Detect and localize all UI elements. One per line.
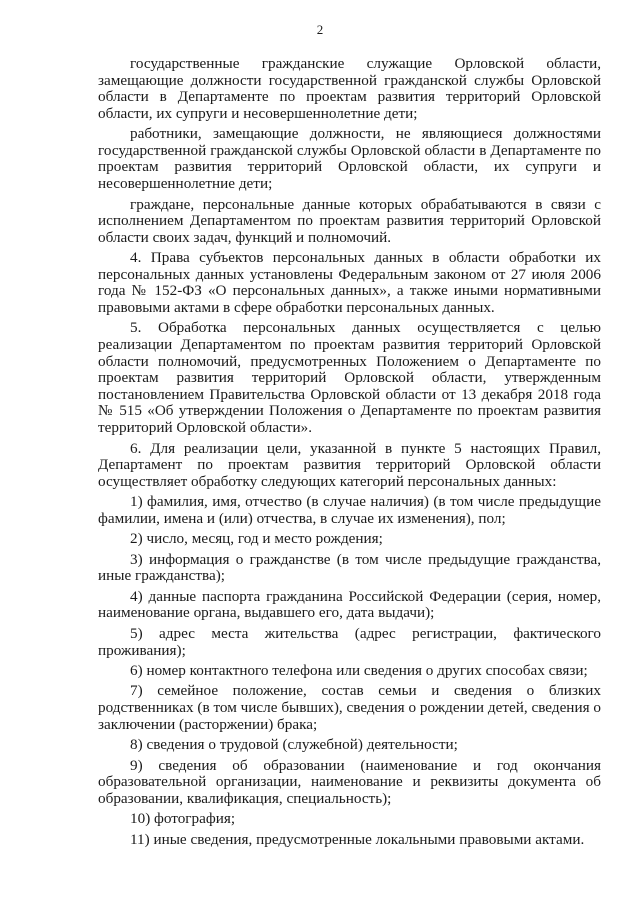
paragraph-employees: работники, замещающие должности, не являющиеся должностями государственной гражданской службы Орловской области в Департаменте по проектам развития территорий Орловской области, их супруги и несовершеннолетние дети;	[98, 125, 601, 193]
paragraph-item-4: 4. Права субъектов персональных данных в области обработки их персональных данных установлены Федеральным законом от 27 июля 2006 года № 152-ФЗ «О персональных данных», а также иными нормативными правовыми актами в сфере обработки персональных данных.	[98, 249, 601, 316]
list-item-7: 7) семейное положение, состав семьи и сведения о близких родственниках (в том числе бывших), сведения о рождении детей, сведения о заключении (расторжении) брака;	[98, 682, 601, 733]
document-body	[98, 56, 601, 852]
list-item-8: 8) сведения о трудовой (служебной) деятельности;	[130, 736, 458, 754]
list-item-2: 2) число, месяц, год и место рождения;	[130, 530, 383, 548]
paragraph-item-5: 5. Обработка персональных данных осуществляется с целью реализации Департаментом по проектам развития территорий Орловской области полномочий, предусмотренных Положением о Департаменте по проектам развития территорий Орловской области, утвержденным постановлением Правительства Орловской области от 13 декабря 2018 года № 515 «Об утверждении Положения о Департаменте по проектам развития территорий Орловской области».	[98, 319, 601, 437]
list-item-3: 3) информация о гражданстве (в том числе предыдущие гражданства, иные гражданства);	[98, 550, 601, 585]
list-item-11: 11) иные сведения, предусмотренные локальными правовыми актами.	[130, 830, 585, 848]
list-item-1: 1) фамилия, имя, отчество (в случае наличия) (в том числе предыдущие фамилии, имена и (или) отчества, в случае их изменения), пол;	[98, 493, 601, 527]
paragraph-item-6: 6. Для реализации цели, указанной в пункте 5 настоящих Правил, Департамент по проектам развития территорий Орловской области осуществляет обработку следующих категорий персональных данных:	[98, 439, 601, 490]
list-item-6: 6) номер контактного телефона или сведения о других способах связи;	[130, 661, 588, 679]
list-item-10: 10) фотография;	[130, 810, 236, 828]
list-item-5: 5) адрес места жительства (адрес регистрации, фактического проживания);	[98, 624, 601, 659]
list-item-4: 4) данные паспорта гражданина Российской Федерации (серия, номер, наименование органа, выдавшего его, дата выдачи);	[98, 587, 601, 622]
page-number: 2	[316, 22, 324, 37]
list-item-9: 9) сведения об образовании (наименование и год окончания образовательной организации, наименование и реквизиты документа об образовании, квалификация, специальность);	[98, 756, 601, 807]
paragraph-civil-servants: государственные гражданские служащие Орловской области, замещающие должности государственной гражданской службы Орловской области в Департаменте по проектам развития территорий Орловской области, их супруги и несовершеннолетние дети;	[98, 55, 601, 122]
paragraph-citizens: граждане, персональные данные которых обрабатываются в связи с исполнением Департаментом по проектам развития территорий Орловской области своих задач, функций и полномочий.	[98, 195, 601, 246]
